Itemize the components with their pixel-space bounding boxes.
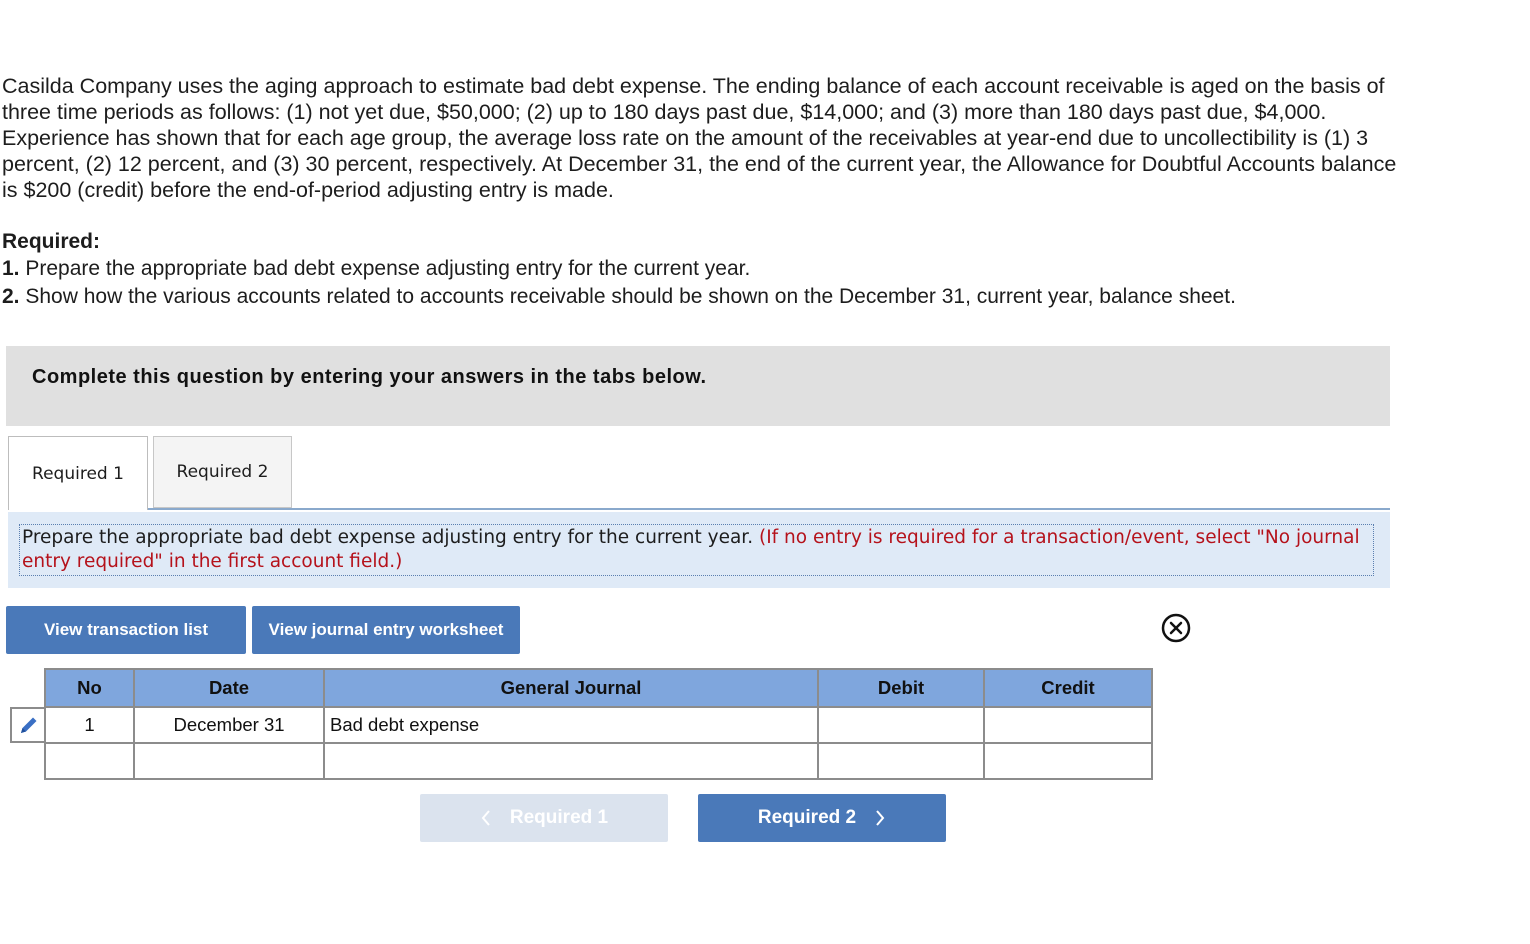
col-header-date: Date — [134, 669, 324, 707]
requirement-1-number: 1. — [2, 257, 20, 280]
chevron-left-icon — [480, 809, 492, 827]
view-journal-worksheet-button[interactable]: View journal entry worksheet — [252, 606, 520, 654]
cell-credit[interactable] — [984, 707, 1152, 743]
cell-credit[interactable] — [984, 743, 1152, 779]
instruction-main: Prepare the appropriate bad debt expense adjusting entry for the current year. — [22, 527, 754, 548]
instructions-banner — [6, 346, 1390, 426]
col-header-debit: Debit — [818, 669, 984, 707]
table-row — [45, 743, 1152, 779]
next-required-label: Required 2 — [757, 807, 857, 828]
requirement-2-number: 2. — [2, 285, 20, 308]
instruction-box — [8, 512, 1390, 588]
col-header-no: No — [45, 669, 134, 707]
cell-account[interactable]: Bad debt expense — [324, 707, 818, 743]
instruction-note: (If no entry is required for a transaction/event, select "No journal entry required" in the first account field.) — [22, 527, 1360, 572]
chevron-right-icon — [874, 809, 886, 827]
cell-debit[interactable] — [818, 743, 984, 779]
tab-required-2[interactable]: Required 2 — [153, 436, 292, 508]
cell-date[interactable]: December 31 — [134, 707, 324, 743]
view-transaction-list-button[interactable]: View transaction list — [6, 606, 246, 654]
requirement-2 — [2, 283, 1452, 311]
requirement-1 — [2, 255, 1452, 283]
requirement-2-text: Show how the various accounts related to accounts receivable should be shown on the December 31, current year, balance sheet. — [19, 285, 1236, 308]
tab-bar — [8, 436, 1390, 510]
pencil-icon — [18, 714, 40, 736]
cell-no: 1 — [45, 707, 134, 743]
cell-date[interactable] — [134, 743, 324, 779]
cell-no — [45, 743, 134, 779]
problem-intro: Casilda Company uses the aging approach to estimate bad debt expense. The ending balance of each account receivable is aged on the basis of three time periods as follows: (1) not yet due, $50,000; (2) up to 180 days past due, $14,000; and (3) more than 180 days past due, $4,000. Experience has shown that for each age group, the average loss rate on the amount of the receivables at year-end due to uncollectibility is (1) 3 percent, (2) 12 percent, and (3) 30 percent, respectively. At December 31, the end of the current year, the Allowance for Doubtful Accounts balance is $200 (credit) before the end-of-period adjusting entry is made. — [2, 74, 1397, 202]
prev-required-button — [420, 794, 668, 842]
prev-required-label: Required 1 — [509, 807, 609, 828]
tab-divider — [8, 508, 1390, 510]
close-icon[interactable] — [1161, 613, 1191, 643]
cell-debit[interactable] — [818, 707, 984, 743]
cell-account[interactable] — [324, 743, 818, 779]
next-required-button[interactable] — [698, 794, 946, 842]
journal-table — [44, 668, 1153, 780]
required-title: Required: — [2, 230, 101, 253]
journal-header-row — [45, 669, 1152, 707]
requirement-1-text: Prepare the appropriate bad debt expense adjusting entry for the current year. — [19, 257, 751, 280]
banner-text: Complete this question by entering your answers in the tabs below. — [32, 366, 707, 388]
table-row — [45, 707, 1152, 743]
instruction-text — [19, 524, 1374, 576]
col-header-credit: Credit — [984, 669, 1152, 707]
edit-entry-button[interactable] — [10, 707, 46, 743]
tab-required-1[interactable]: Required 1 — [8, 436, 148, 510]
required-block — [2, 229, 1452, 311]
col-header-general-journal: General Journal — [324, 669, 818, 707]
